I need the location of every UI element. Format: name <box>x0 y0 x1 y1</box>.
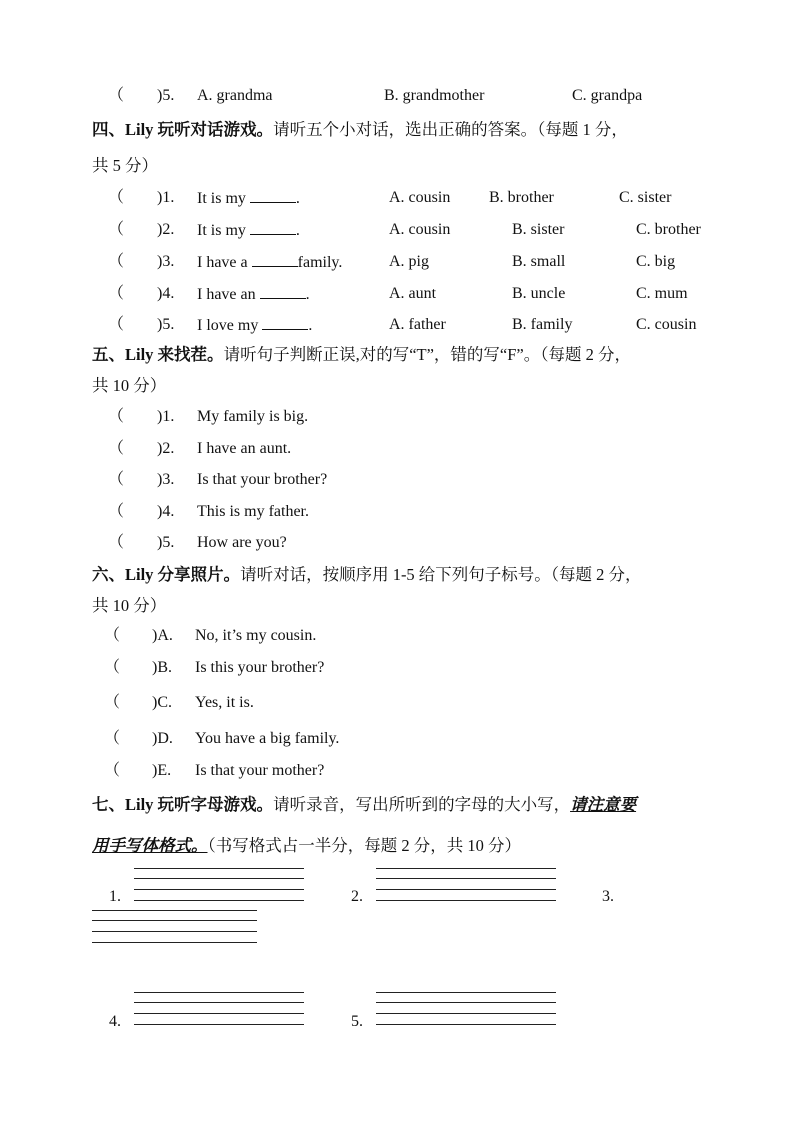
item-text: I love my . <box>197 317 313 334</box>
item-text: This is my father. <box>197 503 309 520</box>
item-number: )4. <box>157 503 175 520</box>
item-number: )2. <box>157 440 175 457</box>
option-a: A. aunt <box>389 285 437 302</box>
section7-title-line2: 用手写体格式。（书写格式占一半分，每题 2 分，共 10 分） <box>92 836 521 855</box>
writing-label-4: 4. <box>109 1013 121 1030</box>
option-b: B. family <box>512 316 573 333</box>
item-number: )3. <box>157 253 175 270</box>
answer-paren[interactable]: （ <box>108 285 125 302</box>
option-c: C. brother <box>636 221 701 238</box>
writing-label-5: 5. <box>351 1013 363 1030</box>
item-number: )5. <box>157 534 175 551</box>
option-c: C. sister <box>619 189 672 206</box>
option-b: B. small <box>512 253 566 270</box>
option-a: A. grandma <box>197 87 273 104</box>
item-number: )D. <box>152 730 173 747</box>
answer-blank[interactable] <box>250 220 296 235</box>
option-b: B. brother <box>489 189 554 206</box>
answer-paren[interactable]: （ <box>108 87 125 104</box>
section4-title-line2: 共 5 分） <box>92 156 158 175</box>
option-c: C. cousin <box>636 316 697 333</box>
item-number: )4. <box>157 285 175 302</box>
item-number: )B. <box>152 659 172 676</box>
writing-label-3: 3. <box>602 888 614 905</box>
section7-title: 七、Lily 玩听字母游戏。请听录音，写出所听到的字母的大小写，请注意要 <box>92 795 637 814</box>
answer-paren[interactable]: （ <box>108 253 125 270</box>
answer-paren[interactable]: （ <box>104 694 121 711</box>
item-text: I have an aunt. <box>197 440 292 457</box>
item-number: )5. <box>157 87 175 104</box>
option-c: C. mum <box>636 285 688 302</box>
item-text: My family is big. <box>197 408 309 425</box>
option-b: B. grandmother <box>384 87 485 104</box>
option-a: A. pig <box>389 253 429 270</box>
answer-paren[interactable]: （ <box>104 659 121 676</box>
section4-title: 四、Lily 玩听对话游戏。请听五个小对话，选出正确的答案。（每题 1 分， <box>92 120 628 139</box>
option-a: A. cousin <box>389 221 451 238</box>
option-a: A. cousin <box>389 189 451 206</box>
answer-paren[interactable]: （ <box>108 221 125 238</box>
answer-blank[interactable] <box>250 188 296 203</box>
item-number: )3. <box>157 471 175 488</box>
answer-paren[interactable]: （ <box>104 762 121 779</box>
answer-paren[interactable]: （ <box>108 440 125 457</box>
section5-title: 五、Lily 来找茬。请听句子判断正误,对的写“T”，错的写“F”。（每题 2 分， <box>92 345 631 364</box>
item-number: )2. <box>157 221 175 238</box>
answer-paren[interactable]: （ <box>108 316 125 333</box>
item-text: Is that your mother? <box>195 762 325 779</box>
item-text: It is my . <box>197 190 300 207</box>
item-number: )C. <box>152 694 172 711</box>
option-c: C. grandpa <box>572 87 643 104</box>
section6-title: 六、Lily 分享照片。请听对话，按顺序用 1-5 给下列句子标号。（每题 2 分， <box>92 565 642 584</box>
item-text: I have an . <box>197 286 310 303</box>
answer-paren[interactable]: （ <box>104 627 121 644</box>
answer-paren[interactable]: （ <box>108 471 125 488</box>
answer-paren[interactable]: （ <box>104 730 121 747</box>
answer-blank[interactable] <box>252 252 298 267</box>
answer-paren[interactable]: （ <box>108 189 125 206</box>
writing-label-2: 2. <box>351 888 363 905</box>
option-b: B. uncle <box>512 285 566 302</box>
item-number: )5. <box>157 316 175 333</box>
option-a: A. father <box>389 316 446 333</box>
item-text: You have a big family. <box>195 730 340 747</box>
answer-blank[interactable] <box>262 315 308 330</box>
item-number: )A. <box>152 627 173 644</box>
item-number: )E. <box>152 762 172 779</box>
item-text: Yes, it is. <box>195 694 254 711</box>
item-text: No, it’s my cousin. <box>195 627 317 644</box>
writing-label-1: 1. <box>109 888 121 905</box>
item-number: )1. <box>157 408 175 425</box>
option-c: C. big <box>636 253 676 270</box>
section6-title-line2: 共 10 分） <box>92 596 167 615</box>
item-text: How are you? <box>197 534 287 551</box>
answer-paren[interactable]: （ <box>108 408 125 425</box>
answer-paren[interactable]: （ <box>108 534 125 551</box>
answer-blank[interactable] <box>260 284 306 299</box>
item-text: It is my . <box>197 222 300 239</box>
option-b: B. sister <box>512 221 565 238</box>
item-text: Is that your brother? <box>197 471 328 488</box>
item-text: Is this your brother? <box>195 659 325 676</box>
item-text: I have a family. <box>197 254 343 271</box>
item-number: )1. <box>157 189 175 206</box>
section5-title-line2: 共 10 分） <box>92 376 167 395</box>
answer-paren[interactable]: （ <box>108 503 125 520</box>
